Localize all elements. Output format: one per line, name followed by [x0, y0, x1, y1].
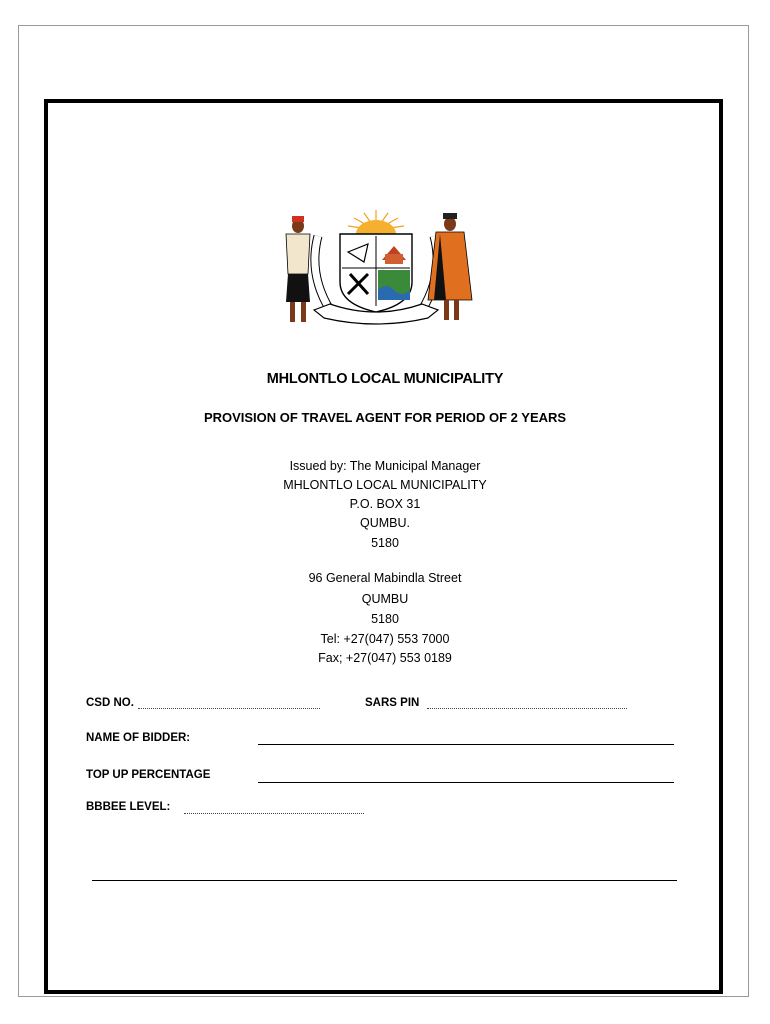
sars-pin-field[interactable]	[427, 708, 627, 709]
postal-line-3: QUMBU.	[360, 516, 410, 530]
csd-label: CSD NO.	[86, 697, 134, 709]
bidder-field[interactable]	[258, 744, 674, 745]
bbbee-field[interactable]	[184, 813, 364, 814]
street-line-1: 96 General Mabindla Street	[308, 571, 462, 585]
postal-line-1: MHLONTLO LOCAL MUNICIPALITY	[283, 478, 487, 492]
bbbee-label: BBBEE LEVEL:	[86, 801, 171, 813]
street-line-3: 5180	[371, 612, 399, 626]
csd-field[interactable]	[138, 708, 320, 709]
municipal-crest-logo	[268, 204, 484, 330]
topup-field[interactable]	[258, 782, 674, 783]
bidder-label: NAME OF BIDDER:	[86, 732, 191, 744]
issued-by: Issued by: The Municipal Manager	[289, 459, 481, 473]
signature-line[interactable]	[92, 880, 677, 881]
tel-line: Tel: +27(047) 553 7000	[320, 632, 450, 646]
postal-line-2: P.O. BOX 31	[349, 497, 421, 511]
fax-line: Fax; +27(047) 553 0189	[318, 651, 452, 665]
topup-label: TOP UP PERCENTAGE	[86, 769, 211, 781]
postal-line-4: 5180	[371, 536, 399, 550]
tender-title: PROVISION OF TRAVEL AGENT FOR PERIOD OF 2 YEARS	[203, 410, 567, 425]
municipality-title: MHLONTLO LOCAL MUNICIPALITY	[266, 371, 504, 387]
sars-pin-label: SARS PIN	[365, 697, 420, 709]
street-line-2: QUMBU	[361, 592, 409, 606]
